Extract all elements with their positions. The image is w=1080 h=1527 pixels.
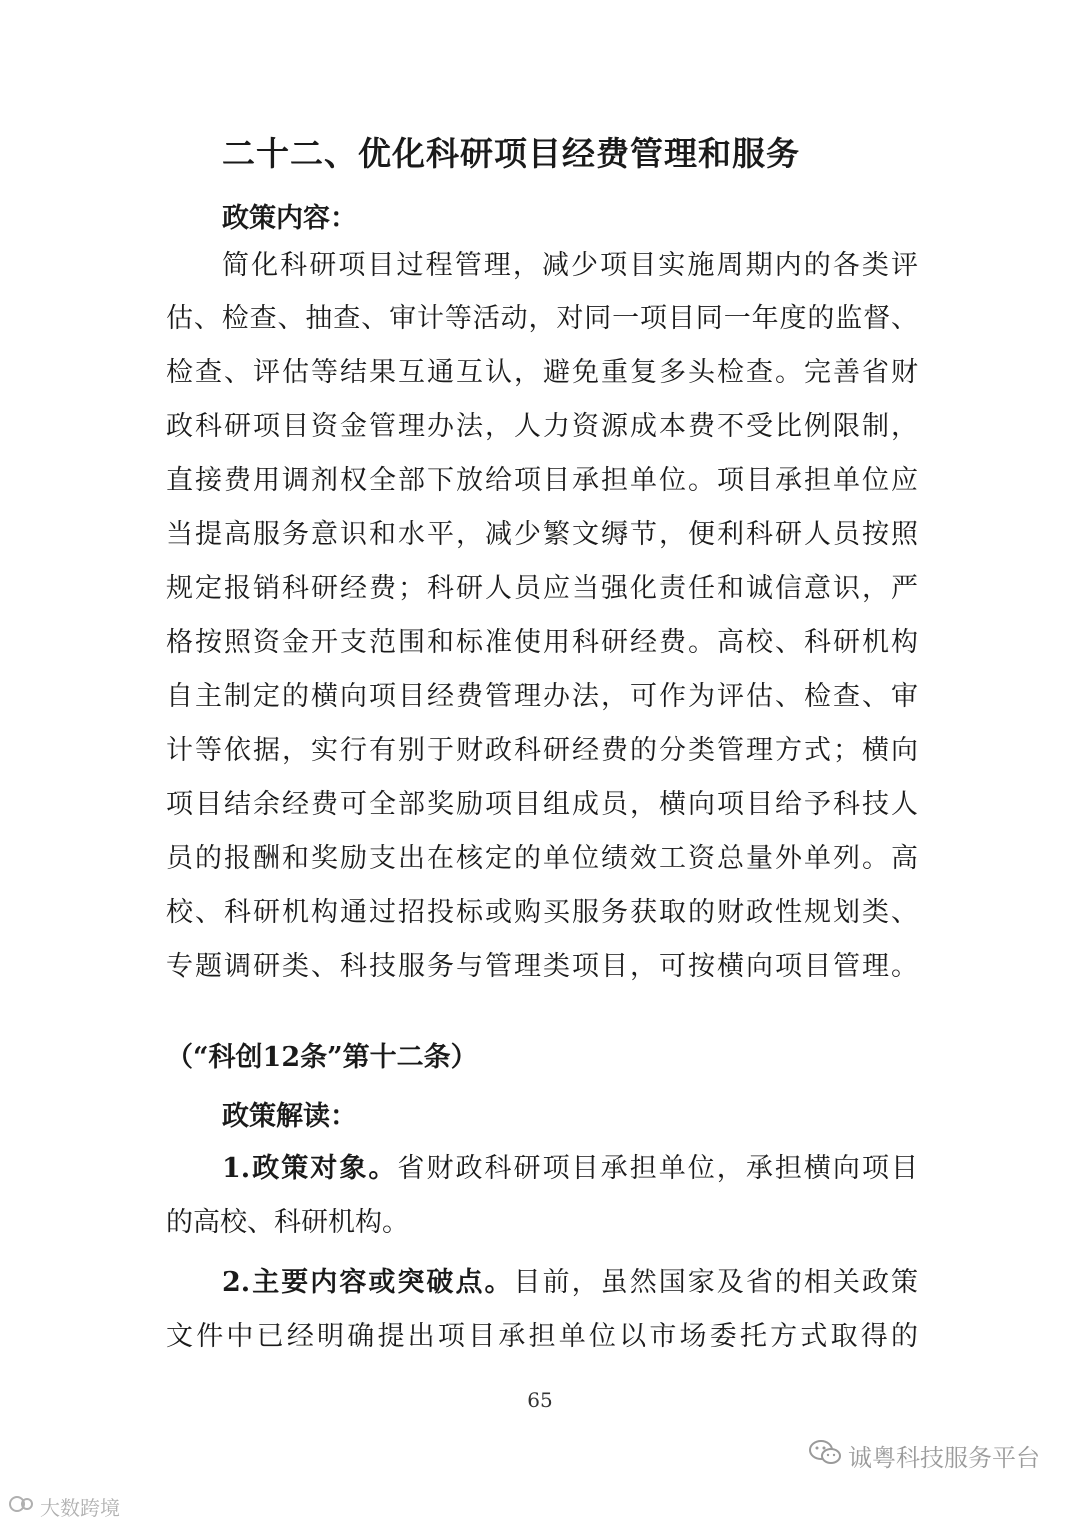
item1-line [222,1149,918,1189]
paragraph-line: 直接费用调剂权全部下放给项目承担单位。项目承担单位应 [166,465,918,496]
paragraph-line: 校、科研机构通过招投标或购买服务获取的财政性规划类、 [166,897,918,928]
paragraph-line: 检查、评估等结果互通互认，避免重复多头检查。完善省财 [166,357,918,388]
page-number: 65 [527,1388,553,1412]
camera-icon [8,1493,34,1520]
item1-text: 省财政科研项目承担单位，承担横向项目 [397,1153,919,1184]
paragraph-line: 项目结余经费可全部奖励项目组成员，横向项目给予科技人 [166,789,918,820]
paragraph-line: 计等依据，实行有别于财政科研经费的分类管理方式；横向 [166,735,918,766]
paragraph-line: 员的报酬和奖励支出在核定的单位绩效工资总量外单列。高 [166,843,918,874]
paragraph-line: 自主制定的横向项目经费管理办法，可作为评估、检查、审 [166,681,918,712]
paragraph-line: 规定报销科研经费；科研人员应当强化责任和诚信意识，严 [166,573,918,604]
watermark-left [8,1492,120,1521]
wechat-icon [808,1439,842,1473]
paragraph-line: 简化科研项目过程管理，减少项目实施周期内的各类评 [222,250,918,281]
watermark-right-text: 诚粤科技服务平台 [848,1444,1040,1472]
citation: （“科创12条”第十二条） [166,1042,478,1073]
paragraph-line: 格按照资金开支范围和标准使用科研经费。高校、科研机构 [166,627,918,658]
paragraph-line: 估、检查、抽查、审计等活动，对同一项目同一年度的监督、 [166,303,918,334]
interpretation-heading: 政策解读： [222,1101,357,1132]
item2-text: 目前，虽然国家及省的相关政策 [513,1267,919,1298]
paragraph-line: 当提高服务意识和水平，减少繁文缛节，便利科研人员按照 [166,519,918,550]
item2-lead: 2.主要内容或突破点。 [222,1267,514,1298]
item1-continuation: 的高校、科研机构。 [166,1207,409,1238]
watermark-right [808,1438,1040,1473]
item2-line [222,1263,918,1303]
policy-content-heading: 政策内容： [222,203,357,234]
section-title: 二十二、优化科研项目经费管理和服务 [222,134,800,173]
paragraph-line: 专题调研类、科技服务与管理类项目，可按横向项目管理。 [166,951,918,982]
item1-lead: 1.政策对象。 [222,1153,398,1184]
paragraph-line: 政科研项目资金管理办法，人力资源成本费不受比例限制， [166,411,918,442]
watermark-left-text: 大数跨境 [40,1496,120,1520]
item2-continuation: 文件中已经明确提出项目承担单位以市场委托方式取得的 [166,1321,918,1352]
